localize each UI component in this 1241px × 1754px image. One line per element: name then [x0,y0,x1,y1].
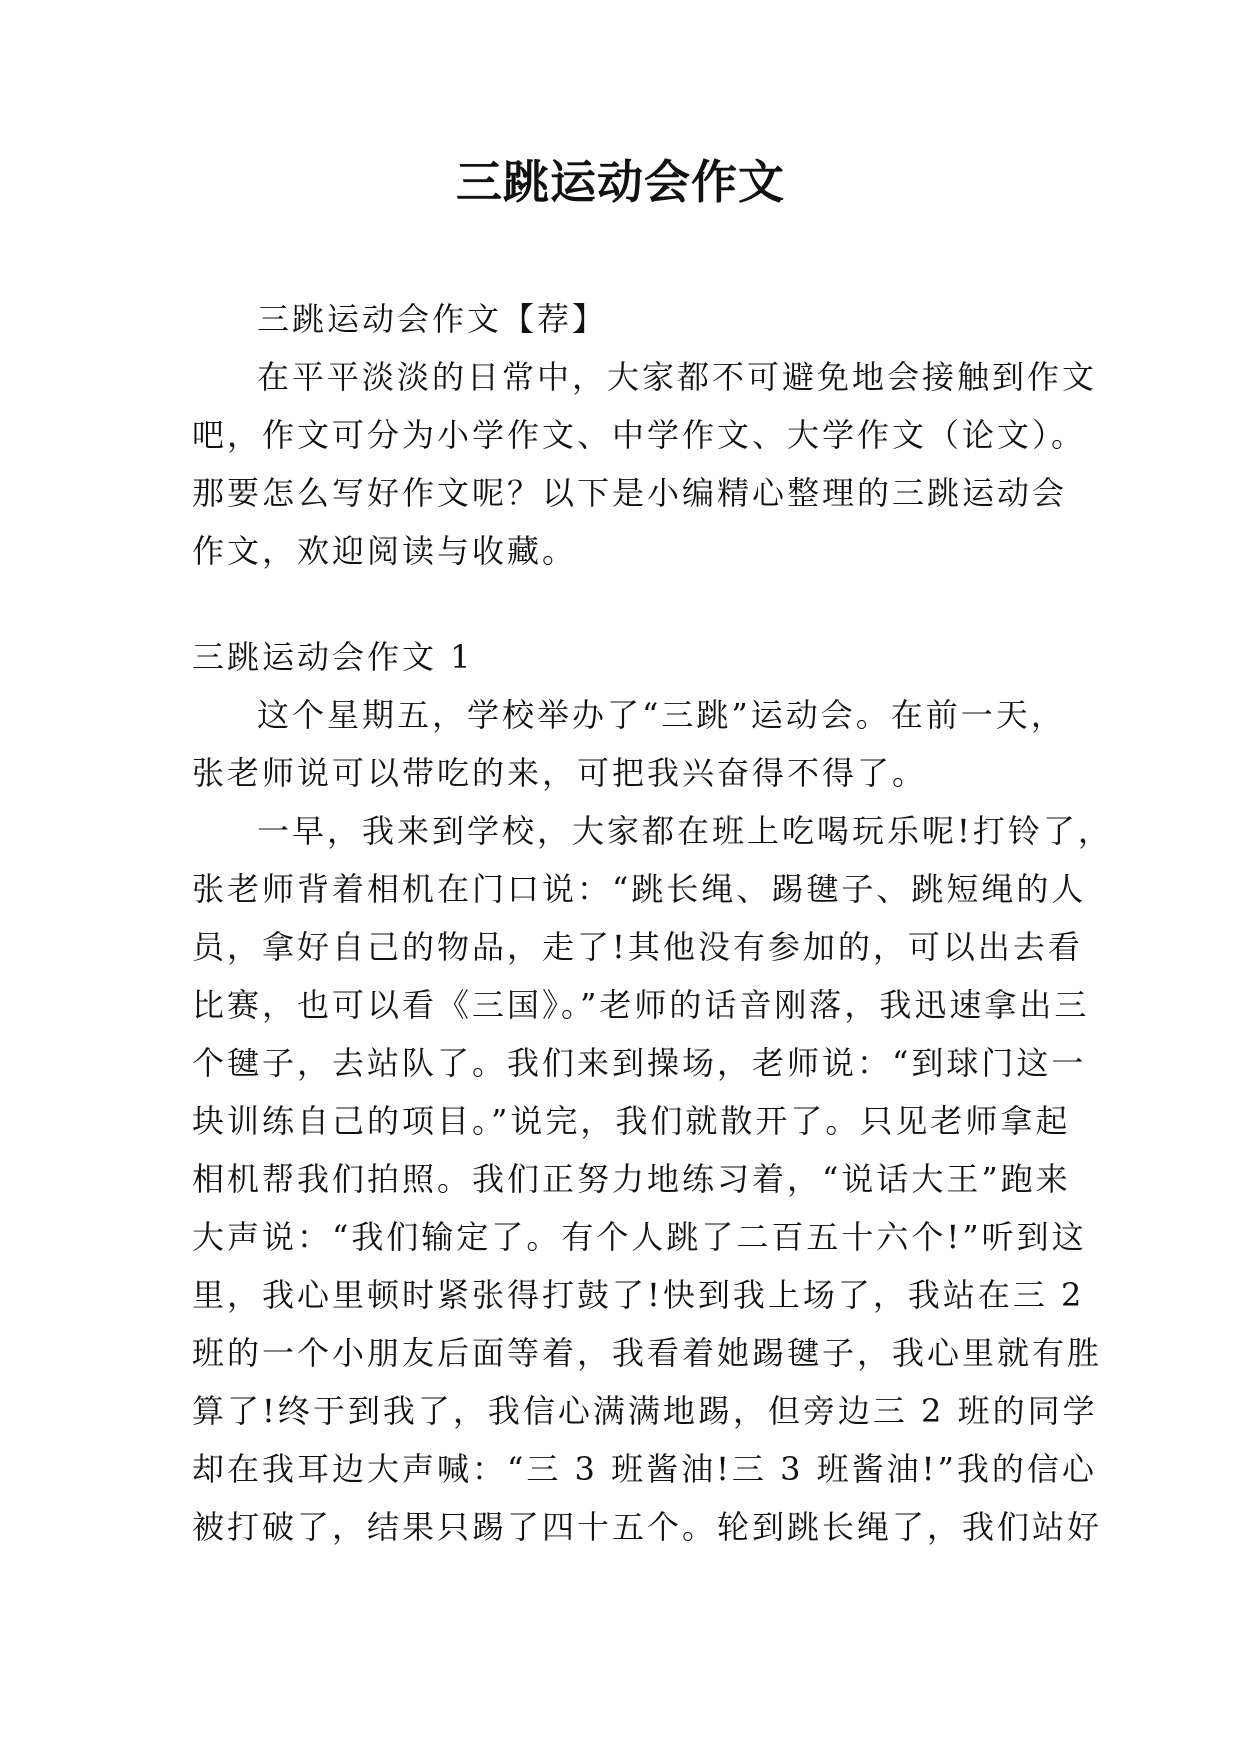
text-line: 个毽子，去站队了。我们来到操场，老师说：“到球门这一 [192,1044,1087,1082]
text-line: 大声说：“我们输定了。有个人跳了二百五十六个!”听到这 [192,1218,1087,1256]
text-line: 块训练自己的项目。”说完，我们就散开了。只见老师拿起 [192,1102,1071,1140]
text-line: 张老师背着相机在门口说：“跳长绳、踢毽子、跳短绳的人 [192,870,1087,908]
paragraph-gap [192,580,1054,628]
text-line: 这个星期五，学校举办了“三跳”运动会。在前一天， [257,696,1066,734]
text-line: 在平平淡淡的日常中，大家都不可避免地会接触到作文 [257,358,1098,396]
text-line: 一早，我来到学校，大家都在班上吃喝玩乐呢!打铃了， [257,812,1113,850]
text-line: 里，我心里顿时紧张得打鼓了!快到我上场了，我站在三 2 [192,1276,1085,1314]
text-line: 三跳运动会作文【荐】 [257,300,608,338]
text-line: 吧，作文可分为小学作文、中学作文、大学作文（论文）。 [192,416,1087,454]
text-line: 张老师说可以带吃的来，可把我兴奋得不得了。 [192,754,928,792]
document-body [192,290,1113,1556]
text-line: 比赛，也可以看《三国》。”老师的话音刚落，我迅速拿出三 [192,986,1090,1024]
text-line: 三跳运动会作文 1 [192,638,474,676]
document-title: 三跳运动会作文 [456,155,785,209]
text-line: 那要怎么写好作文呢？以下是小编精心整理的三跳运动会 [192,474,1068,512]
text-line: 算了!终于到我了，我信心满满地踢，但旁边三 2 班的同学 [192,1392,1098,1430]
text-line: 作文，欢迎阅读与收藏。 [192,532,578,570]
text-line: 却在我耳边大声喊：“三 3 班酱油!三 3 班酱油!”我的信心 [192,1450,1097,1488]
text-line: 相机帮我们拍照。我们正努力地练习着，“说话大王”跑来 [192,1160,1071,1198]
text-line: 员，拿好自己的物品，走了!其他没有参加的，可以出去看 [192,928,1083,966]
text-line: 班的一个小朋友后面等着，我看着她踢毽子，我心里就有胜 [192,1334,1103,1372]
text-line: 被打破了，结果只踢了四十五个。轮到跳长绳了，我们站好 [192,1508,1103,1546]
